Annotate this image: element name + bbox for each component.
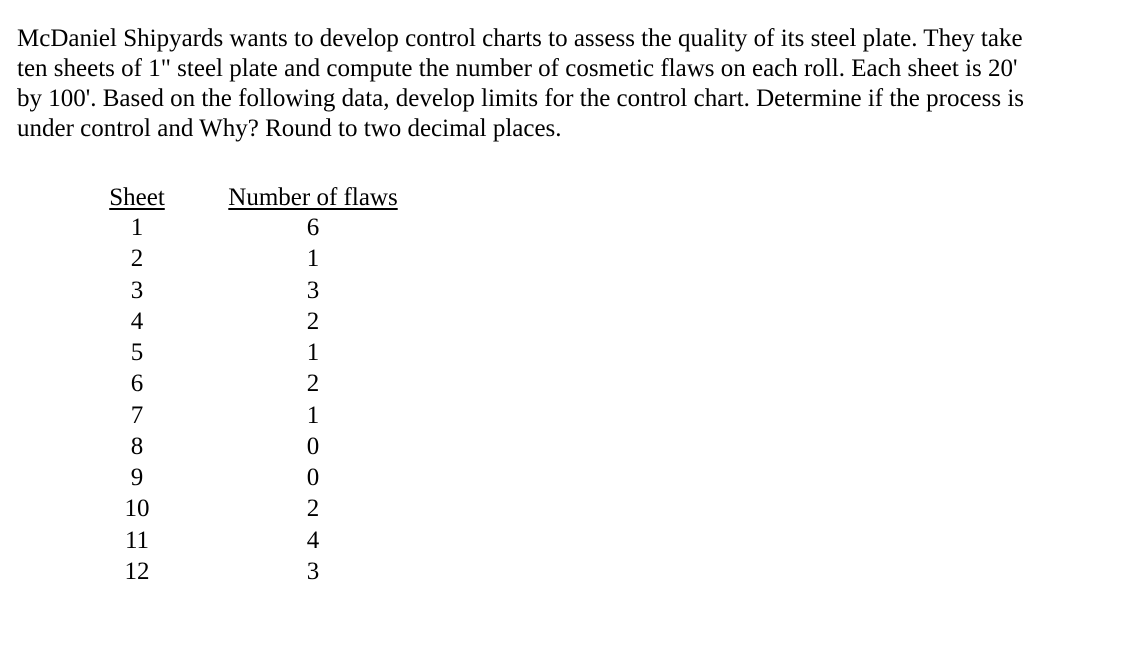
cell-number-of-flaws: 1 bbox=[306, 245, 320, 273]
cell-number-of-flaws: 1 bbox=[306, 401, 320, 429]
column-gap bbox=[174, 306, 220, 337]
table-row bbox=[100, 368, 406, 399]
column-gap bbox=[174, 462, 220, 493]
cell-number-of-flaws: 3 bbox=[306, 276, 320, 304]
problem-statement bbox=[17, 24, 1117, 144]
column-gap bbox=[174, 525, 220, 556]
table-row bbox=[100, 337, 406, 368]
cell-number-of-flaws: 6 bbox=[306, 214, 320, 241]
problem-line: under control and Why? Round to two decimal places. bbox=[17, 115, 562, 142]
cell-sheet: 3 bbox=[130, 276, 144, 304]
problem-line: by 100'. Based on the following data, develop limits for the control chart. Determine if the process is bbox=[17, 85, 1025, 112]
column-gap bbox=[174, 493, 220, 524]
cell-sheet: 6 bbox=[130, 370, 144, 398]
table-row bbox=[100, 243, 406, 274]
problem-line: McDaniel Shipyards wants to develop control charts to assess the quality of its steel plate. They take bbox=[17, 25, 1023, 52]
table-row bbox=[100, 556, 406, 587]
cell-number-of-flaws: 0 bbox=[306, 464, 320, 491]
cell-sheet: 7 bbox=[130, 401, 144, 429]
column-gap bbox=[174, 275, 220, 306]
cell-sheet: 12 bbox=[124, 557, 150, 585]
column-gap bbox=[174, 212, 220, 243]
cell-sheet: 1 bbox=[130, 214, 144, 241]
cell-number-of-flaws: 0 bbox=[306, 432, 320, 460]
cell-sheet: 5 bbox=[130, 339, 144, 366]
table-body bbox=[100, 212, 406, 587]
table-row bbox=[100, 431, 406, 462]
table-row bbox=[100, 212, 406, 243]
cell-number-of-flaws: 4 bbox=[306, 526, 320, 554]
cell-number-of-flaws: 1 bbox=[306, 339, 320, 366]
table-row bbox=[100, 525, 406, 556]
flaws-data-table bbox=[100, 180, 406, 587]
table-row bbox=[100, 400, 406, 431]
cell-sheet: 8 bbox=[130, 432, 144, 460]
cell-sheet: 11 bbox=[124, 526, 150, 554]
table-row bbox=[100, 493, 406, 524]
column-gap bbox=[174, 368, 220, 399]
problem-line: ten sheets of 1" steel plate and compute the number of cosmetic flaws on each roll. Each sheet is 20' bbox=[17, 55, 1018, 82]
table-row bbox=[100, 275, 406, 306]
cell-sheet: 9 bbox=[130, 464, 144, 491]
cell-number-of-flaws: 3 bbox=[306, 557, 320, 585]
cell-number-of-flaws: 2 bbox=[306, 370, 320, 398]
cell-number-of-flaws: 2 bbox=[306, 307, 320, 335]
header-number-of-flaws: Number of flaws bbox=[228, 184, 398, 211]
column-gap bbox=[174, 337, 220, 368]
cell-sheet: 2 bbox=[130, 245, 144, 273]
column-gap bbox=[174, 431, 220, 462]
column-gap bbox=[174, 400, 220, 431]
cell-number-of-flaws: 2 bbox=[306, 495, 320, 523]
table-header-row bbox=[100, 180, 406, 212]
column-gap bbox=[174, 243, 220, 274]
column-gap bbox=[174, 180, 220, 212]
cell-sheet: 10 bbox=[124, 495, 150, 523]
table-row bbox=[100, 462, 406, 493]
column-gap bbox=[174, 556, 220, 587]
table-row bbox=[100, 306, 406, 337]
header-sheet: Sheet bbox=[109, 184, 165, 211]
cell-sheet: 4 bbox=[130, 307, 144, 335]
